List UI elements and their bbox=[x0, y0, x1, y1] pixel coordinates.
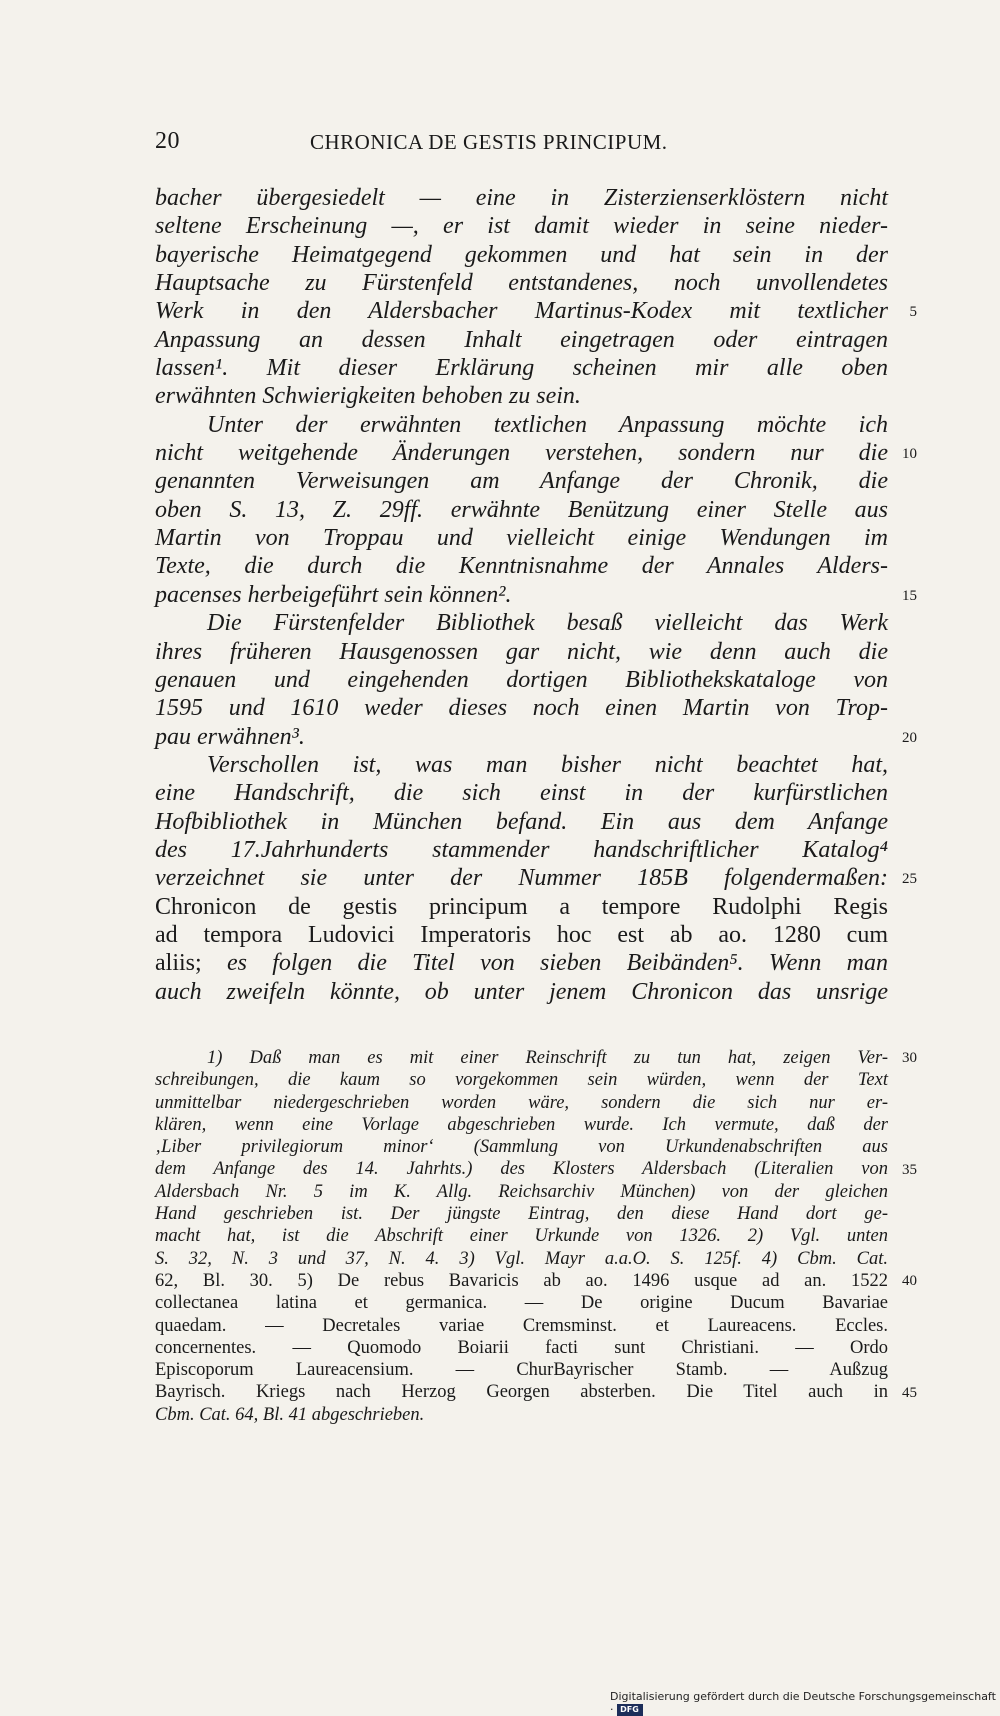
dfg-logo-icon: DFG bbox=[617, 1704, 643, 1716]
footnote-line: klären, wenn eine Vorlage abgeschrieben wurde. Ich vermute, daß der bbox=[155, 1114, 888, 1135]
footnote-line: Bayrisch. Kriegs nach Herzog Georgen absterben. Die Titel auch in bbox=[155, 1382, 888, 1403]
main-text bbox=[155, 184, 888, 1006]
digitization-credit bbox=[610, 1690, 1000, 1716]
line-number: 35 bbox=[902, 1161, 917, 1178]
footnote-line: collectanea latina et germanica. — De origine Ducum Bavariae bbox=[155, 1293, 888, 1314]
text-line: oben S. 13, Z. 29ff. erwähnte Benützung einer Stelle aus bbox=[155, 496, 888, 523]
text-line: pacenses herbeigeführt sein können². bbox=[155, 581, 512, 608]
text-line: erwähnten Schwierigkeiten behoben zu sein. bbox=[155, 383, 581, 410]
text-line: Verschollen ist, was man bisher nicht beachtet hat, bbox=[207, 751, 888, 778]
text-line: Die Fürstenfelder Bibliothek besaß vielleicht das Werk bbox=[207, 610, 888, 637]
text-line: genauen und eingehenden dortigen Bibliothekskataloge von bbox=[155, 666, 888, 693]
footnote-line: schreibungen, die kaum so vorgekommen sein würden, wenn der Text bbox=[155, 1070, 888, 1091]
text-line: lassen¹. Mit dieser Erklärung scheinen mir alle oben bbox=[155, 355, 888, 382]
digitization-note: Digitalisierung gefördert durch die Deutsche Forschungsgemeinschaft · bbox=[610, 1690, 996, 1716]
text-line: Texte, die durch die Kenntnisnahme der Annales Alders- bbox=[155, 553, 888, 580]
line-number: 25 bbox=[902, 871, 917, 888]
text-line: auch zweifeln könnte, ob unter jenem Chronicon das unsrige bbox=[155, 978, 888, 1005]
text-line: Hauptsache zu Fürstenfeld entstandenes, noch unvollendetes bbox=[155, 270, 888, 297]
text-line: ihres früheren Hausgenossen gar nicht, wie denn auch die bbox=[155, 638, 888, 665]
footnote-line: Episcoporum Laureacensium. — ChurBayrischer Stamb. — Außzug bbox=[155, 1360, 888, 1381]
text-line: Anpassung an dessen Inhalt eingetragen oder eintragen bbox=[155, 326, 888, 353]
running-header bbox=[155, 128, 725, 164]
text-roman: aliis; bbox=[155, 950, 202, 977]
line-number: 30 bbox=[902, 1050, 917, 1066]
footnotes bbox=[155, 1047, 888, 1426]
line-number: 20 bbox=[902, 729, 917, 746]
line-number: 10 bbox=[902, 446, 917, 463]
footnote-line: quaedam. — Decretales variae Cremsminst. et Laureacens. Eccles. bbox=[155, 1315, 888, 1336]
text-line: nicht weitgehende Änderungen verstehen, sondern nur die bbox=[155, 440, 888, 467]
text-line: genannten Verweisungen am Anfange der Chronik, die bbox=[155, 468, 888, 495]
line-number: 5 bbox=[909, 304, 917, 321]
footnote-line: S. 32, N. 3 und 37, N. 4. 3) Vgl. Mayr a.a.O. S. 125f. 4) Cbm. Cat. bbox=[155, 1248, 888, 1269]
text-line: Werk in den Aldersbacher Martinus-Kodex mit textlicher bbox=[155, 298, 888, 325]
footnote-line: unmittelbar niedergeschrieben worden wäre, sondern die sich nur er- bbox=[155, 1092, 888, 1113]
footnote-line: Aldersbach Nr. 5 im K. Allg. Reichsarchiv München) von der gleichen bbox=[155, 1181, 888, 1202]
footnote-line: Hand geschrieben ist. Der jüngste Eintrag, den diese Hand dort ge- bbox=[155, 1204, 888, 1225]
text-line: Martin von Troppau und vielleicht einige Wendungen im bbox=[155, 525, 888, 552]
text-line: eine Handschrift, die sich einst in der kurfürstlichen bbox=[155, 780, 888, 807]
text-line: Unter der erwähnten textlichen Anpassung möchte ich bbox=[207, 411, 888, 438]
footnote-line: 62, Bl. 30. 5) De rebus Bavaricis ab ao. 1496 usque ad an. 1522 bbox=[155, 1270, 888, 1291]
text-line: ad tempora Ludovici Imperatoris hoc est ab ao. 1280 cum bbox=[155, 921, 888, 948]
footnote-line: dem Anfange des 14. Jahrhts.) des Klosters Aldersbach (Literalien von bbox=[155, 1159, 888, 1180]
running-title: CHRONICA DE GESTIS PRINCIPUM. bbox=[310, 130, 668, 154]
text-line: pau erwähnen³. bbox=[155, 723, 305, 750]
text-line: Hofbibliothek in München befand. Ein aus dem Anfange bbox=[155, 808, 888, 835]
text-line: des 17.Jahrhunderts stammender handschriftlicher Katalog⁴ bbox=[155, 836, 888, 863]
text-line: bacher übergesiedelt — eine in Zisterzienserklöstern nicht bbox=[155, 185, 888, 211]
text-line: 1595 und 1610 weder dieses noch einen Martin von Trop- bbox=[155, 695, 888, 722]
line-number: 15 bbox=[902, 587, 917, 604]
text-line bbox=[155, 949, 888, 977]
text-line: seltene Erscheinung —, er ist damit wieder in seine nieder- bbox=[155, 213, 888, 240]
text-line: bayerische Heimatgegend gekommen und hat sein in der bbox=[155, 241, 888, 268]
text-line: Chronicon de gestis principum a tempore Rudolphi Regis bbox=[155, 893, 888, 920]
footnote-line: ‚Liber privilegiorum minor‘ (Sammlung von Urkundenabschriften aus bbox=[155, 1137, 888, 1158]
footnote-line: 1) Daß man es mit einer Reinschrift zu tun hat, zeigen Ver- bbox=[207, 1048, 888, 1068]
text-italic: es folgen die Titel von sieben Beibänden⁵. Wenn man bbox=[201, 950, 888, 977]
line-number: 40 bbox=[902, 1273, 917, 1289]
footnote-line: macht hat, ist die Abschrift einer Urkunde von 1326. 2) Vgl. unten bbox=[155, 1226, 888, 1247]
footnote-line: Cbm. Cat. 64, Bl. 41 abgeschrieben. bbox=[155, 1404, 425, 1425]
text-line: verzeichnet sie unter der Nummer 185B folgendermaßen: bbox=[155, 865, 888, 892]
footnote-line: concernentes. — Quomodo Boiarii facti sunt Christiani. — Ordo bbox=[155, 1337, 888, 1358]
page-number: 20 bbox=[155, 128, 180, 154]
line-number: 45 bbox=[902, 1384, 917, 1401]
